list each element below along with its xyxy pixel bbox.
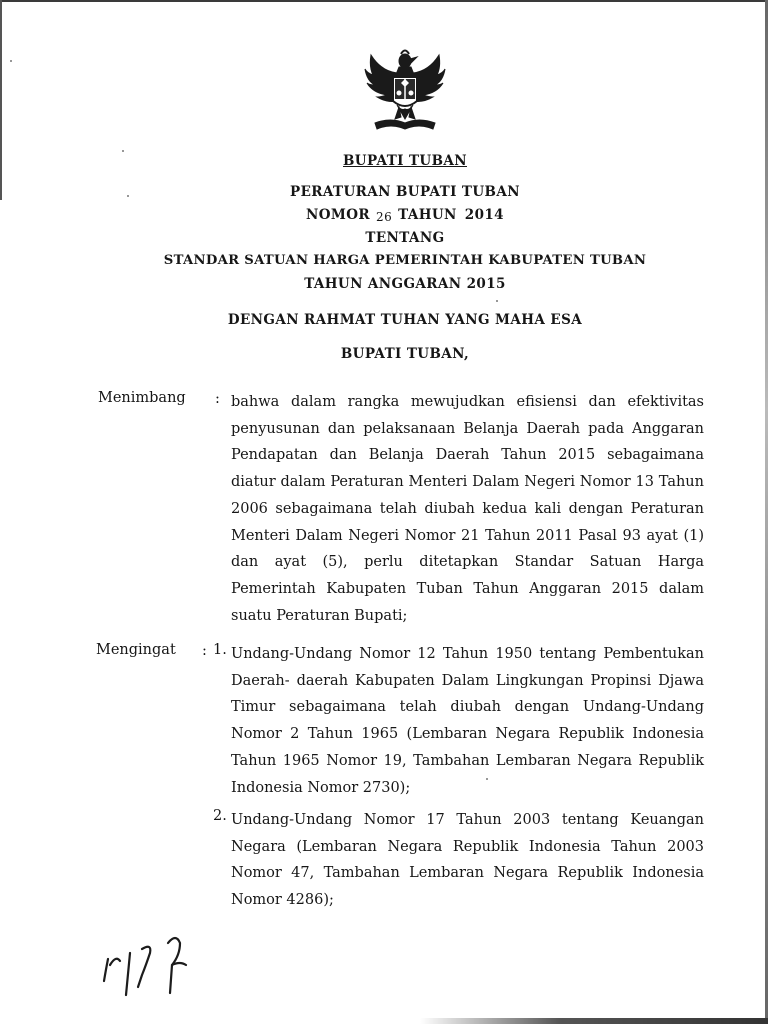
scan-speck <box>486 778 488 780</box>
mengingat-item-text: Undang-Undang Nomor 12 Tahun 1950 tentang Pembentukan Daerah- daerah Kabupaten Dalam Lingkungan Propinsi Djawa Timur sebagaimana telah diubah dengan Undang-Undang Nomor 2 Tahun 1965 (Lembaran Negara Republik Indonesia Tahun 1965 Nomor 19, Tambahan Lembaran Negara Republik Indonesia Nomor 2730); <box>231 646 704 796</box>
handwritten-paraf <box>96 925 206 1005</box>
tentang-heading: TENTANG <box>365 230 445 246</box>
scan-edge-left <box>0 0 2 200</box>
scan-edge-top <box>0 0 768 2</box>
scan-speck <box>10 60 12 62</box>
tahun-value: 2014 <box>464 207 504 223</box>
scan-edge-bottom <box>420 1018 768 1024</box>
nomor-label: NOMOR <box>306 207 371 223</box>
authority-title: BUPATI TUBAN <box>343 153 467 169</box>
menimbang-text: bahwa dalam rangka mewujudkan efisiensi dan efektivitas penyusunan dan pelaksanaan Belanja Daerah pada Anggaran Pendapatan dan Belanja Daerah Tahun 2015 sebagaimana diatur dalam Peraturan Menteri Dalam Negeri Nomor 13 Tahun 2006 sebagaimana telah diubah kedua kali dengan Peraturan Menteri Dalam Negeri Nomor 21 Tahun 2011 Pasal 93 ayat (1) dan ayat (5), perlu ditetapkan Standar Satuan Harga Pemerintah Kabupaten Tuban Tahun Anggaran 2015 dalam suatu Peraturan Bupati; <box>231 394 704 624</box>
scan-speck <box>496 300 498 302</box>
regulation-title: PERATURAN BUPATI TUBAN <box>290 184 520 200</box>
mengingat-item-text: Undang-Undang Nomor 17 Tahun 2003 tentang Keuangan Negara (Lembaran Negara Republik Indonesia Tahun 2003 Nomor 47, Tambahan Lembaran Negara Republik Indonesia Nomor 4286); <box>231 812 704 909</box>
tahun-label: TAHUN <box>398 207 457 223</box>
scan-speck <box>122 150 124 152</box>
mengingat-item-number: 2. <box>213 808 227 824</box>
invocation: DENGAN RAHMAT TUHAN YANG MAHA ESA <box>227 312 583 328</box>
mengingat-item-number: 1. <box>213 642 227 658</box>
nomor-value: 26 <box>376 210 393 224</box>
regulation-number <box>0 207 768 223</box>
garuda-emblem-icon <box>361 45 449 137</box>
mengingat-colon: : <box>202 643 207 659</box>
subject-line-1: STANDAR SATUAN HARGA PEMERINTAH KABUPATEN TUBAN <box>163 253 647 268</box>
subject-line-2: TAHUN ANGGARAN 2015 <box>304 276 506 292</box>
authority-repeat: BUPATI TUBAN, <box>340 346 470 362</box>
mengingat-label: Mengingat <box>96 642 176 658</box>
menimbang-colon: : <box>215 391 220 407</box>
menimbang-label: Menimbang <box>98 390 186 406</box>
scan-speck <box>127 195 129 197</box>
